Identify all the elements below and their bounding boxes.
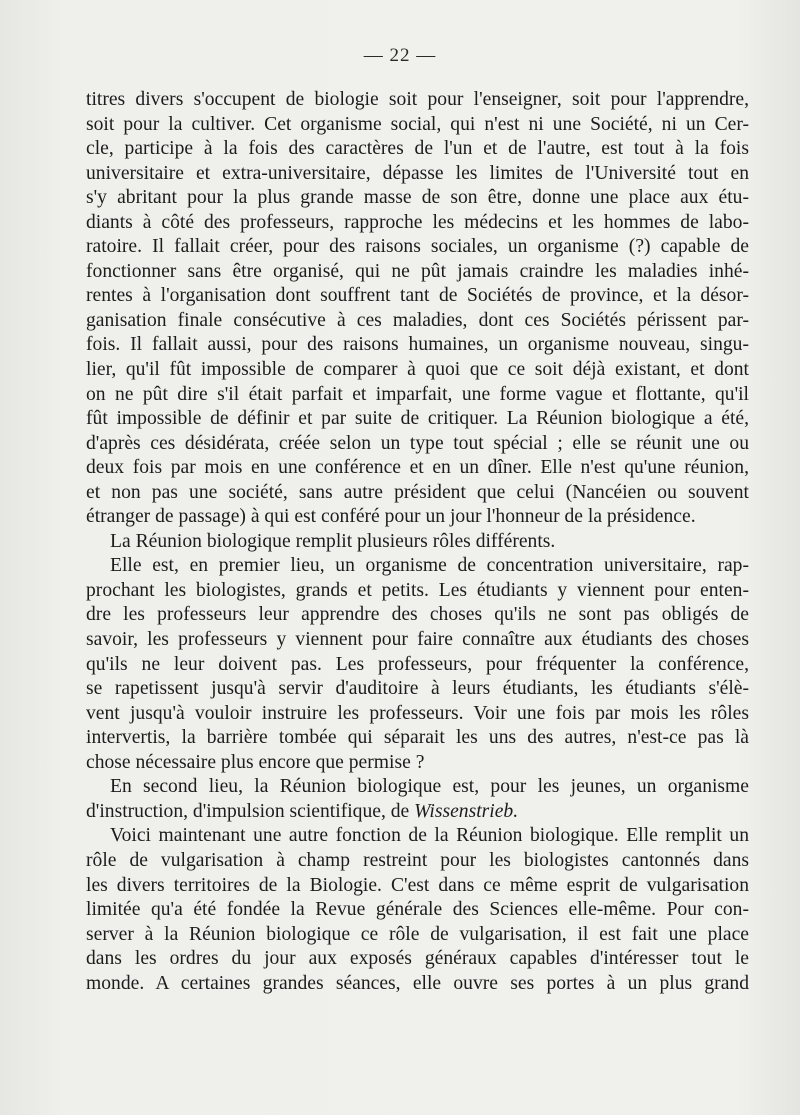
text-line: ratoire. Il fallait créer, pour des raisons sociales, un organisme (?) capable de (86, 236, 749, 258)
text-line: fût impossible de définir et par suite de critiquer. La Réunion biologique a été, (86, 408, 749, 430)
text-line: diants à côté des professeurs, rapproche les médecins et les hommes de labo- (86, 211, 749, 233)
text-line: monde. A certaines grandes séances, elle ouvre ses portes à un plus grand (86, 972, 749, 994)
text-line: fonctionner sans être organisé, qui ne pût jamais craindre les maladies inhé- (86, 260, 749, 282)
text-line: universitaire et extra-universitaire, dépasse les limites de l'Université tout en (86, 162, 749, 184)
text-line: La Réunion biologique remplit plusieurs rôles différents. (110, 530, 556, 552)
text-line: se rapetissent jusqu'à servir d'auditoire à leurs étudiants, les étudiants s'élè- (86, 678, 749, 700)
text-line: dans les ordres du jour aux exposés généraux capables d'intéresser tout le (86, 948, 749, 970)
text-line: et non pas une société, sans autre président que celui (Nancéien ou souvent (86, 481, 749, 503)
text-line: limitée qu'a été fondée la Revue générale des Sciences elle-même. Pour con- (86, 899, 749, 921)
page-number: — 22 — (363, 45, 437, 66)
text-line: server à la Réunion biologique ce rôle de vulgarisation, il est fait une place (86, 923, 749, 945)
text-line: Elle est, en premier lieu, un organisme de concentration universitaire, rap- (110, 555, 749, 577)
text-line: qu'ils ne leur doivent pas. Les professeurs, pour fréquenter la conférence, (86, 653, 749, 675)
text-line: d'après ces désidérata, créée selon un type tout spécial ; elle se réunit une ou (86, 432, 749, 454)
italic-word: Wissenstrieb. (414, 800, 519, 822)
text-line: lier, qu'il fût impossible de comparer à quoi que ce soit déjà existant, et dont (86, 359, 749, 381)
text-line: Voici maintenant une autre fonction de la Réunion biologique. Elle remplit un (110, 825, 749, 847)
text-line: savoir, les professeurs y viennent pour faire connaître aux étudiants des choses (86, 629, 749, 651)
text-line-start: d'instruction, d'impulsion scientifique, de (86, 800, 410, 822)
text-line: soit pour la cultiver. Cet organisme social, qui n'est ni une Société, ni un Cer- (86, 113, 749, 135)
text-line: dre les professeurs leur apprendre des choses qu'ils ne sont pas obligés de (86, 604, 749, 626)
text-line (86, 800, 749, 825)
text-line: fois. Il fallait aussi, pour des raisons humaines, un organisme nouveau, singu- (86, 334, 749, 356)
text-line: s'y abritant pour la plus grande masse de son être, donne une place aux étu- (86, 187, 749, 209)
text-line: intervertis, la barrière tombée qui séparait les uns des autres, n'est-ce pas là (86, 727, 749, 749)
text-line: titres divers s'occupent de biologie soit pour l'enseigner, soit pour l'apprendre, (86, 89, 749, 110)
text-line: cle, participe à la fois des caractères de l'un et de l'autre, est tout à la fois (86, 138, 749, 160)
text-line: deux fois par mois en une conférence et en un dîner. Elle n'est qu'une réunion, (86, 457, 749, 479)
text-line: vent jusqu'à vouloir instruire les professeurs. Voir une fois par mois les rôles (86, 702, 749, 724)
text-line: ganisation finale consécutive à ces maladies, dont ces Sociétés périssent par- (86, 309, 749, 331)
text-line: on ne pût dire s'il était parfait et imparfait, une forme vague et flottante, qu'il (86, 383, 749, 405)
text-line: rentes à l'organisation dont souffrent tant de Sociétés de province, et la désor- (86, 285, 749, 307)
text-line: étranger de passage) à qui est conféré pour un jour l'honneur de la présidence. (86, 506, 696, 528)
text-line: prochant les biologistes, grands et petits. Les étudiants y viennent pour enten- (86, 579, 749, 601)
text-line: chose nécessaire plus encore que permise ? (86, 751, 425, 773)
text-line: rôle de vulgarisation à champ restreint pour les biologistes cantonnés dans (86, 849, 749, 871)
text-line: En second lieu, la Réunion biologique est, pour les jeunes, un organisme (110, 776, 749, 798)
body-text (86, 88, 749, 996)
text-line: les divers territoires de la Biologie. C'est dans ce même esprit de vulgarisation (86, 874, 749, 896)
